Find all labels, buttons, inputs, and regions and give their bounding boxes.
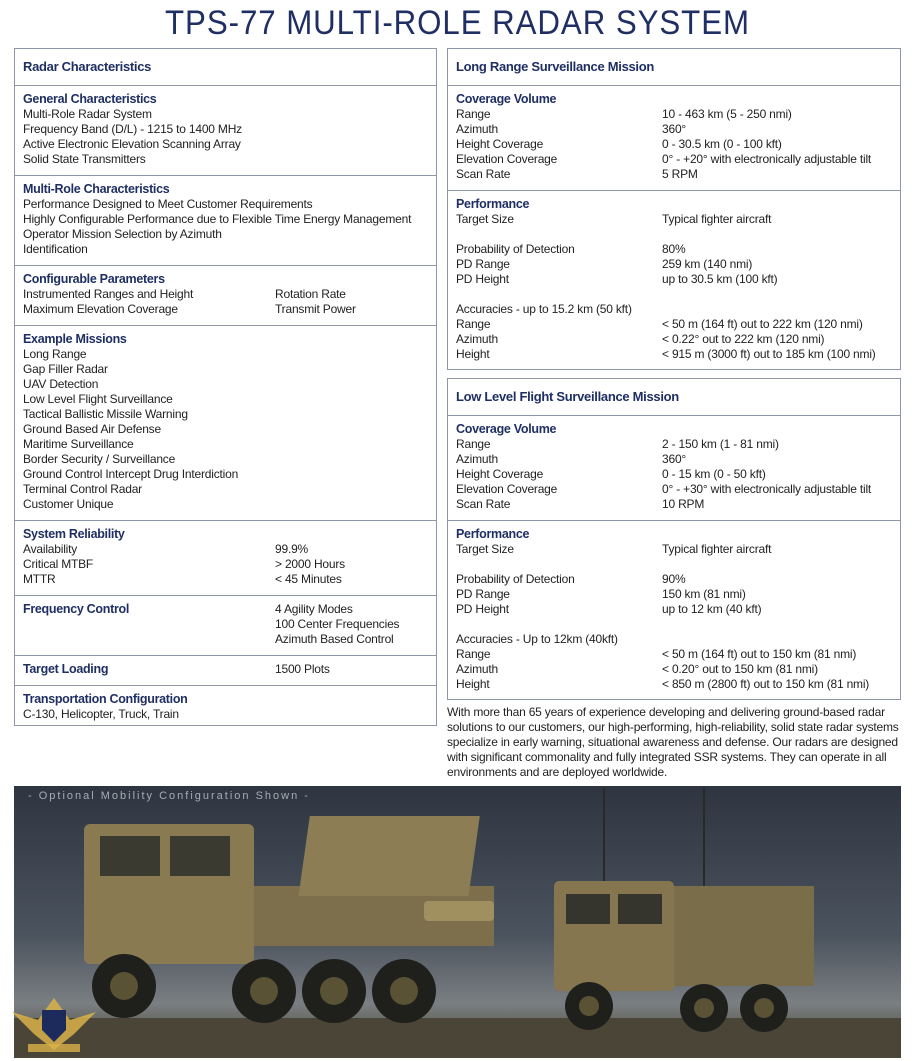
panel-header: [448, 379, 900, 416]
long-range-title: Long Range Surveillance Mission: [456, 59, 655, 74]
reliability-label: MTTR: [23, 572, 56, 586]
spec-row: [456, 437, 892, 452]
reliability-row: [23, 542, 428, 557]
spec-value: up to 30.5 km (100 kft): [662, 272, 778, 286]
reliability-heading: System Reliability: [23, 527, 125, 541]
coverage-heading: Coverage Volume: [456, 422, 557, 436]
vehicle-photo: [14, 786, 901, 1058]
spec-row: [456, 452, 892, 467]
panel-header: [448, 49, 900, 86]
transport-heading: Transportation Configuration: [23, 692, 188, 706]
spec-label: Target Size: [456, 542, 514, 556]
spec-label: Elevation Coverage: [456, 152, 558, 166]
reliability-label: Availability: [23, 542, 78, 556]
mission-item: Long Range: [23, 347, 87, 361]
spec-row: [456, 542, 892, 557]
spec-value: < 0.22° out to 222 km (120 nmi): [662, 332, 825, 346]
transportation-section: [15, 686, 436, 726]
reliability-value: < 45 Minutes: [275, 572, 342, 586]
missions-heading: Example Missions: [23, 332, 127, 346]
spec-row: [456, 152, 892, 167]
reliability-label: Critical MTBF: [23, 557, 94, 571]
spec-label: Elevation Coverage: [456, 482, 558, 496]
spec-label: Probability of Detection: [456, 242, 575, 256]
frequency-value: 100 Center Frequencies: [275, 617, 400, 631]
performance-heading: Performance: [456, 197, 530, 211]
reliability-row: [23, 557, 428, 572]
spec-value: 0° - +20° with electronically adjustable tilt: [662, 152, 872, 166]
spec-row: [456, 677, 892, 692]
mission-item: Terminal Control Radar: [23, 482, 142, 496]
spec-value: 0 - 15 km (0 - 50 kft): [662, 467, 766, 481]
spec-value: 259 km (140 nmi): [662, 257, 753, 271]
target-loading-value: 1500 Plots: [275, 662, 330, 676]
launcher-truck: [84, 816, 494, 1023]
spec-label: Range: [456, 437, 491, 451]
multi-role-line: Highly Configurable Performance due to Flexible Time Energy Management: [23, 212, 412, 226]
mission-item: Tactical Ballistic Missile Warning: [23, 407, 188, 421]
param-row: [23, 302, 428, 317]
panel-header: [15, 49, 436, 86]
radar-truck: [554, 788, 814, 1032]
param-name: Instrumented Ranges and Height: [23, 287, 194, 301]
spec-label: Scan Rate: [456, 497, 511, 511]
low-level-panel: [447, 378, 901, 700]
multi-role-line: Performance Designed to Meet Customer Requirements: [23, 197, 313, 211]
general-line: Multi-Role Radar System: [23, 107, 152, 121]
general-characteristics-section: [15, 86, 436, 176]
spec-value: 360°: [662, 452, 687, 466]
spec-row: [456, 662, 892, 677]
multi-role-section: [15, 176, 436, 266]
spec-label: Range: [456, 107, 491, 121]
spec-value: 150 km (81 nmi): [662, 587, 746, 601]
param-name: Rotation Rate: [275, 287, 346, 301]
spec-row: [456, 317, 892, 332]
spec-row: [456, 212, 892, 227]
spec-row: [456, 242, 892, 257]
spec-label: Range: [456, 317, 491, 331]
spec-row: [456, 332, 892, 347]
spec-row: [456, 257, 892, 272]
photo-caption: - Optional Mobility Configuration Shown -: [28, 790, 310, 802]
target-loading-heading: Target Loading: [23, 662, 109, 676]
general-line: Solid State Transmitters: [23, 152, 146, 166]
reliability-value: > 2000 Hours: [275, 557, 345, 571]
spec-label: PD Height: [456, 602, 509, 616]
mission-item: Ground Based Air Defense: [23, 422, 161, 436]
accuracies-label: Accuracies - Up to 12km (40kft): [456, 632, 618, 646]
spec-label: Azimuth: [456, 452, 498, 466]
spec-label: Height: [456, 677, 490, 691]
spec-value: 90%: [662, 572, 686, 586]
spec-label: Height Coverage: [456, 137, 544, 151]
spec-row: [456, 587, 892, 602]
accuracies-label: Accuracies - up to 15.2 km (50 kft): [456, 302, 632, 316]
spec-value: 0° - +30° with electronically adjustable tilt: [662, 482, 872, 496]
target-loading-section: [15, 656, 436, 686]
lr-performance-section: [448, 191, 900, 369]
spec-row: [456, 647, 892, 662]
ll-coverage-section: [448, 416, 900, 521]
spec-label: Azimuth: [456, 332, 498, 346]
spec-row: [456, 167, 892, 182]
long-range-panel: [447, 48, 901, 370]
spec-label: Range: [456, 647, 491, 661]
spec-label: Height: [456, 347, 490, 361]
reliability-row: [23, 572, 428, 587]
coverage-heading: Coverage Volume: [456, 92, 557, 106]
spec-value: < 850 m (2800 ft) out to 150 km (81 nmi): [662, 677, 870, 691]
eagle-shield-logo: [8, 990, 100, 1056]
configurable-heading: Configurable Parameters: [23, 272, 165, 286]
mission-item: Gap Filler Radar: [23, 362, 108, 376]
param-row: [23, 287, 428, 302]
trucks-illustration: [14, 786, 901, 1058]
general-heading: General Characteristics: [23, 92, 157, 106]
spec-row: [456, 347, 892, 362]
performance-heading: Performance: [456, 527, 530, 541]
spec-value: 80%: [662, 242, 686, 256]
spec-value: 360°: [662, 122, 687, 136]
company-blurb: With more than 65 years of experience developing and delivering ground-based radar solutions to our customers, our high-performing, high-reliability, solid state radar systems specialize in early warning, situational awareness and defense. Our radars are designed with significant commonality and fully integrated SSR systems. They can operate in all environments and are deployed worldwide.: [447, 705, 899, 779]
spec-row: [456, 497, 892, 512]
spec-value: < 915 m (3000 ft) out to 185 km (100 nmi): [662, 347, 876, 361]
spec-row: [456, 137, 892, 152]
spec-value: < 50 m (164 ft) out to 150 km (81 nmi): [662, 647, 857, 661]
reliability-value: 99.9%: [275, 542, 309, 556]
spec-label: Target Size: [456, 212, 514, 226]
mission-item: Low Level Flight Surveillance: [23, 392, 173, 406]
transport-value: C-130, Helicopter, Truck, Train: [23, 707, 179, 721]
frequency-row: [23, 602, 428, 647]
spec-value: 10 RPM: [662, 497, 705, 511]
general-line: Active Electronic Elevation Scanning Array: [23, 137, 241, 151]
param-name: Maximum Elevation Coverage: [23, 302, 178, 316]
spec-value: < 50 m (164 ft) out to 222 km (120 nmi): [662, 317, 863, 331]
spec-label: Azimuth: [456, 662, 498, 676]
configurable-parameters-section: [15, 266, 436, 326]
radar-characteristics-panel: [14, 48, 437, 726]
param-name: Transmit Power: [275, 302, 356, 316]
spec-row: [456, 482, 892, 497]
spec-row: [456, 122, 892, 137]
frequency-values: [275, 602, 428, 647]
ll-performance-section: [448, 521, 900, 699]
spec-value: 2 - 150 km (1 - 81 nmi): [662, 437, 779, 451]
mission-item: Customer Unique: [23, 497, 114, 511]
frequency-value: Azimuth Based Control: [275, 632, 394, 646]
page-title: TPS-77 MULTI-ROLE RADAR SYSTEM: [165, 4, 750, 42]
spec-value: 5 RPM: [662, 167, 698, 181]
spec-value: up to 12 km (40 kft): [662, 602, 762, 616]
radar-characteristics-title: Radar Characteristics: [23, 59, 152, 74]
mission-item: Ground Control Intercept Drug Interdiction: [23, 467, 239, 481]
lr-coverage-section: [448, 86, 900, 191]
frequency-control-section: [15, 596, 436, 656]
spec-label: Scan Rate: [456, 167, 511, 181]
general-line: Frequency Band (D/L) - 1215 to 1400 MHz: [23, 122, 242, 136]
mission-item: Maritime Surveillance: [23, 437, 134, 451]
system-reliability-section: [15, 521, 436, 596]
low-level-title: Low Level Flight Surveillance Mission: [456, 389, 679, 404]
spec-row: [456, 572, 892, 587]
multi-role-line: Identification: [23, 242, 88, 256]
target-loading-row: [23, 662, 428, 677]
spec-label: Probability of Detection: [456, 572, 575, 586]
spec-label: PD Range: [456, 257, 510, 271]
multi-role-heading: Multi-Role Characteristics: [23, 182, 170, 196]
mission-item: UAV Detection: [23, 377, 99, 391]
multi-role-line: Operator Mission Selection by Azimuth: [23, 227, 222, 241]
spec-value: Typical fighter aircraft: [662, 542, 772, 556]
spec-value: 10 - 463 km (5 - 250 nmi): [662, 107, 792, 121]
example-missions-section: [15, 326, 436, 521]
spec-row: [456, 602, 892, 617]
spec-label: Azimuth: [456, 122, 498, 136]
spec-value: Typical fighter aircraft: [662, 212, 772, 226]
frequency-heading: Frequency Control: [23, 602, 130, 616]
mission-item: Border Security / Surveillance: [23, 452, 176, 466]
spec-value: 0 - 30.5 km (0 - 100 kft): [662, 137, 782, 151]
spec-label: Height Coverage: [456, 467, 544, 481]
spec-row: [456, 467, 892, 482]
spec-label: PD Height: [456, 272, 509, 286]
spec-label: PD Range: [456, 587, 510, 601]
frequency-value: 4 Agility Modes: [275, 602, 353, 616]
spec-row: [456, 107, 892, 122]
spec-value: < 0.20° out to 150 km (81 nmi): [662, 662, 818, 676]
spec-row: [456, 272, 892, 287]
